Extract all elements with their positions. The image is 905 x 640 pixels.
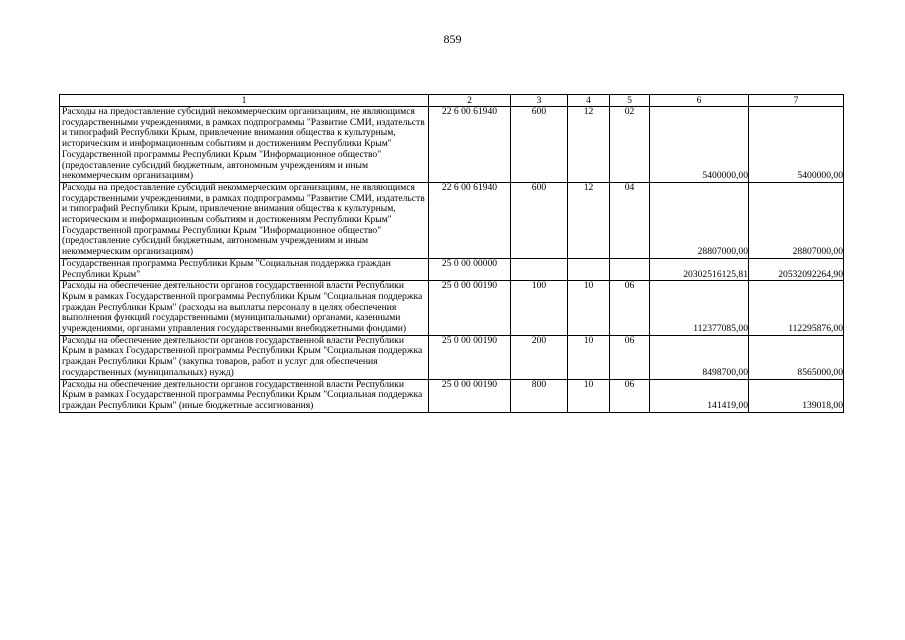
amount-col7: 28807000,00 bbox=[749, 182, 844, 258]
amount-col7: 20532092264,90 bbox=[749, 258, 844, 280]
page-number: 859 bbox=[443, 32, 462, 46]
section-code: 10 bbox=[568, 335, 610, 379]
target-article-code: 25 0 00 00190 bbox=[429, 379, 511, 412]
table-row bbox=[60, 258, 844, 280]
expense-type-code: 600 bbox=[511, 107, 568, 183]
subsection-code bbox=[610, 258, 650, 280]
target-article-code: 25 0 00 00190 bbox=[429, 335, 511, 379]
table-row bbox=[60, 335, 844, 379]
column-header: 4 bbox=[568, 95, 610, 107]
target-article-code: 25 0 00 00190 bbox=[429, 281, 511, 336]
column-header: 5 bbox=[610, 95, 650, 107]
expense-description: Государственная программа Республики Крым "Социальная поддержка граждан Республики Крым" bbox=[60, 258, 429, 280]
budget-table bbox=[59, 94, 844, 413]
subsection-code: 06 bbox=[610, 335, 650, 379]
subsection-code: 02 bbox=[610, 107, 650, 183]
table-row bbox=[60, 281, 844, 336]
column-header: 6 bbox=[650, 95, 749, 107]
section-code: 12 bbox=[568, 182, 610, 258]
subsection-code: 06 bbox=[610, 379, 650, 412]
column-header: 7 bbox=[749, 95, 844, 107]
target-article-code: 22 6 00 61940 bbox=[429, 107, 511, 183]
expense-type-code: 100 bbox=[511, 281, 568, 336]
subsection-code: 06 bbox=[610, 281, 650, 336]
subsection-code: 04 bbox=[610, 182, 650, 258]
column-header: 3 bbox=[511, 95, 568, 107]
expense-description: Расходы на предоставление субсидий некоммерческим организациям, не являющимся государственными учреждениями, в рамках подпрограммы "Развитие СМИ, издательств и типографий Республики Крым, привлечение внимания общества к культурным, историческим и информационным событиям и достижениям Республики Крым" Государственной программы Республики Крым "Информационное общество" (предоставление субсидий бюджетным, автономным учреждениям и иным некоммерческим организациям) bbox=[60, 182, 429, 258]
table-row bbox=[60, 107, 844, 183]
section-code: 10 bbox=[568, 281, 610, 336]
amount-col7: 5400000,00 bbox=[749, 107, 844, 183]
amount-col6: 141419,00 bbox=[650, 379, 749, 412]
amount-col7: 139018,00 bbox=[749, 379, 844, 412]
section-code: 10 bbox=[568, 379, 610, 412]
expense-type-code: 200 bbox=[511, 335, 568, 379]
expense-description: Расходы на обеспечение деятельности органов государственной власти Республики Крым в рамках Государственной программы Республики Крым "Социальная поддержка граждан Республики Крым" (иные бюджетные ассигнования) bbox=[60, 379, 429, 412]
column-header: 1 bbox=[60, 95, 429, 107]
expense-description: Расходы на предоставление субсидий некоммерческим организациям, не являющимся государственными учреждениями, в рамках подпрограммы "Развитие СМИ, издательств и типографий Республики Крым, привлечение внимания общества к культурным, историческим и информационным событиям и достижениям Республики Крым" Государственной программы Республики Крым "Информационное общество" (предоставление субсидий бюджетным, автономным учреждениям и иным некоммерческим организациям) bbox=[60, 107, 429, 183]
expense-type-code bbox=[511, 258, 568, 280]
expense-description: Расходы на обеспечение деятельности органов государственной власти Республики Крым в рамках Государственной программы Республики Крым "Социальная поддержка граждан Республики Крым" (закупка товаров, работ и услуг для обеспечения государственных (муниципальных) нужд) bbox=[60, 335, 429, 379]
amount-col6: 28807000,00 bbox=[650, 182, 749, 258]
expense-description: Расходы на обеспечение деятельности органов государственной власти Республики Крым в рамках Государственной программы Республики Крым "Социальная поддержка граждан Республики Крым" (расходы на выплаты персоналу в целях обеспечения выполнения функций государственными (муниципальными) органами, казенными учреждениями, органами управления государственными внебюджетными фондами) bbox=[60, 281, 429, 336]
amount-col6: 8498700,00 bbox=[650, 335, 749, 379]
table-row bbox=[60, 379, 844, 412]
section-code: 12 bbox=[568, 107, 610, 183]
amount-col6: 112377085,00 bbox=[650, 281, 749, 336]
expense-type-code: 800 bbox=[511, 379, 568, 412]
column-header: 2 bbox=[429, 95, 511, 107]
table-row bbox=[60, 182, 844, 258]
column-number-row bbox=[60, 95, 844, 107]
target-article-code: 22 6 00 61940 bbox=[429, 182, 511, 258]
section-code bbox=[568, 258, 610, 280]
amount-col7: 112295876,00 bbox=[749, 281, 844, 336]
target-article-code: 25 0 00 00000 bbox=[429, 258, 511, 280]
amount-col6: 20302516125,81 bbox=[650, 258, 749, 280]
expense-type-code: 600 bbox=[511, 182, 568, 258]
amount-col7: 8565000,00 bbox=[749, 335, 844, 379]
amount-col6: 5400000,00 bbox=[650, 107, 749, 183]
